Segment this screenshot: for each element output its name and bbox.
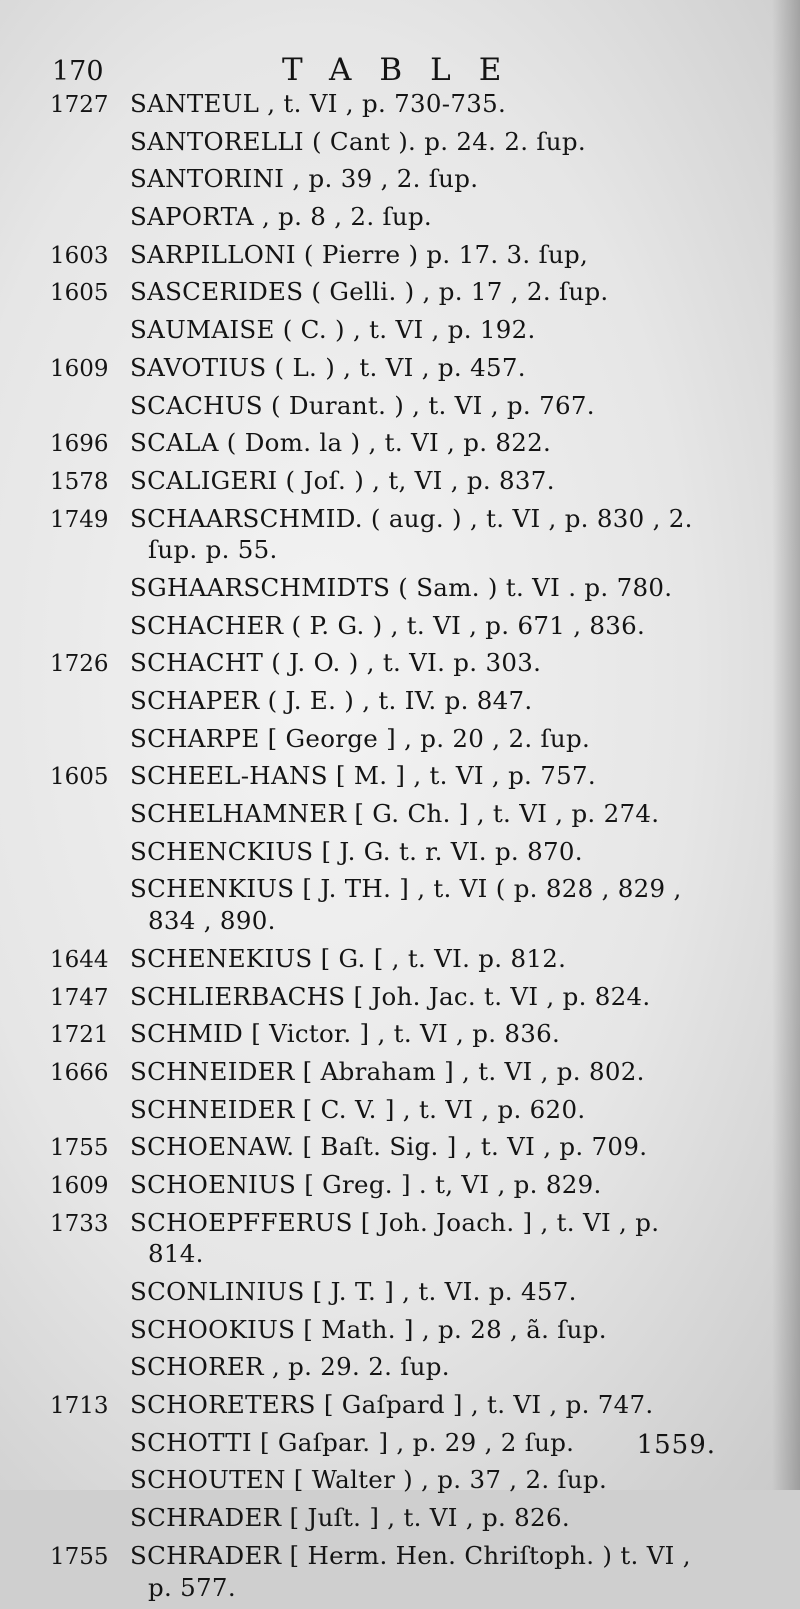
- entry-year: 1609: [50, 355, 109, 382]
- entry-text: SCHORER , p. 29. 2. ſup.: [130, 1352, 450, 1382]
- entry-text: SANTEUL , t. VI , p. 730-735.: [130, 89, 507, 118]
- entry-text: SCALA ( Dom. la ) , t. VI , p. 822.: [130, 428, 552, 458]
- entry-text: SCHNEIDER [ C. V. ] , t. VI , p. 620.: [130, 1094, 586, 1124]
- entry-text: SCHELHAMNER [ G. Ch. ] , t. VI , p. 274.: [130, 799, 660, 829]
- index-entry-line: [48, 276, 748, 308]
- index-entry: [48, 798, 748, 830]
- entry-year: 1755: [50, 1135, 109, 1162]
- index-entry-line: [48, 647, 748, 679]
- index-entry-line: [48, 1018, 748, 1050]
- index-entry-line: [48, 1502, 748, 1534]
- entry-continuation-line: [48, 534, 748, 566]
- index-entry-line: [48, 239, 748, 271]
- entry-year: 1747: [50, 984, 109, 1011]
- index-entry-line: [48, 314, 748, 346]
- entry-text: SCHENCKIUS [ J. G. t. r. VI. p. 870.: [130, 836, 583, 866]
- entry-text: SCHLIERBACHS [ Joh. Jac. t. VI , p. 824.: [130, 981, 651, 1011]
- entry-year: 1755: [50, 1543, 109, 1570]
- index-entry-line: [48, 503, 748, 535]
- index-entry-line: [48, 723, 748, 755]
- entry-year: 1605: [50, 764, 109, 791]
- entry-continuation-text: 814.: [148, 1239, 204, 1269]
- entry-year: 1727: [50, 92, 109, 118]
- index-entry-line: [48, 126, 748, 158]
- index-entry: [48, 390, 748, 422]
- index-entry-line: [48, 352, 748, 384]
- index-entry-line: [48, 1276, 748, 1308]
- index-entry: [48, 1351, 748, 1383]
- running-title: TABLE: [282, 52, 530, 88]
- entry-year: 1749: [50, 506, 109, 533]
- entry-text: SCHNEIDER [ Abraham ] , t. VI , p. 802.: [130, 1056, 645, 1086]
- entry-text: SCHARPE [ George ] , p. 20 , 2. ſup.: [130, 723, 591, 753]
- entry-text: SAUMAISE ( C. ) , t. VI , p. 192.: [130, 315, 536, 345]
- index-entry-line: [48, 1351, 748, 1383]
- entry-text: SANTORINI , p. 39 , 2. ſup.: [130, 164, 479, 194]
- entry-continuation-text: ſup. p. 55.: [148, 535, 278, 565]
- entry-year: 1603: [50, 242, 109, 269]
- index-entry: [48, 610, 748, 642]
- index-entry-line: [48, 390, 748, 422]
- entry-text: SCHOTTI [ Gaſpar. ] , p. 29 , 2 ſup.: [130, 1427, 575, 1457]
- index-entry-line: [48, 798, 748, 830]
- index-entry-line: [48, 836, 748, 868]
- index-entry: [48, 873, 748, 936]
- index-entry-line: [48, 1056, 748, 1088]
- index-entry: [48, 723, 748, 755]
- index-entry: [48, 943, 748, 975]
- entry-text: SCHAARSCHMID. ( aug. ) , t. VI , p. 830 , 2.: [130, 503, 693, 533]
- index-entry: [48, 836, 748, 868]
- index-entry-line: [48, 427, 748, 459]
- index-entry: [48, 88, 748, 120]
- index-entry-line: [48, 1169, 748, 1201]
- entry-year: 1696: [50, 431, 109, 458]
- index-entry: [48, 1540, 748, 1603]
- index-entry-line: [48, 572, 748, 604]
- entry-year: 1605: [50, 280, 109, 307]
- index-entry-line: [48, 981, 748, 1013]
- index-entry-line: [48, 1207, 748, 1239]
- index-entry-line: [48, 1314, 748, 1346]
- index-entry-line: [48, 685, 748, 717]
- index-entry: [48, 1056, 748, 1088]
- entry-text: SGHAARSCHMIDTS ( Sam. ) t. VI . p. 780.: [130, 572, 673, 602]
- page-header: [52, 52, 740, 92]
- index-entries: [48, 88, 748, 1609]
- index-entry: [48, 1314, 748, 1346]
- index-entry: [48, 126, 748, 158]
- index-entry: [48, 239, 748, 271]
- index-entry: [48, 981, 748, 1013]
- index-entry-line: [48, 610, 748, 642]
- entry-text: SANTORELLI ( Cant ). p. 24. 2. ſup.: [130, 126, 586, 156]
- index-entry: [48, 1094, 748, 1126]
- index-entry: [48, 1502, 748, 1534]
- entry-text: SCONLINIUS [ J. T. ] , t. VI. p. 457.: [130, 1277, 577, 1306]
- entry-text: SAVOTIUS ( L. ) , t. VI , p. 457.: [130, 352, 526, 382]
- index-entry: [48, 760, 748, 792]
- index-entry-line: [48, 1464, 748, 1496]
- index-entry: [48, 314, 748, 346]
- entry-text: SCHORETERS [ Gaſpard ] , t. VI , p. 747.: [130, 1390, 654, 1420]
- index-entry-line: [48, 1131, 748, 1163]
- entry-text: SCHOUTEN [ Walter ) , p. 37 , 2. ſup.: [130, 1465, 608, 1495]
- index-entry: [48, 427, 748, 459]
- index-entry: [48, 201, 748, 233]
- entry-text: SCHACHER ( P. G. ) , t. VI , p. 671 , 836.: [130, 610, 646, 640]
- index-entry-line: [48, 943, 748, 975]
- entry-text: SCACHUS ( Durant. ) , t. VI , p. 767.: [130, 390, 595, 420]
- index-entry: [48, 572, 748, 604]
- index-entry-line: [48, 201, 748, 233]
- index-entry: [48, 1169, 748, 1201]
- entry-year: 1733: [50, 1210, 109, 1237]
- entry-year: 1609: [50, 1172, 109, 1199]
- entry-text: SCHENKIUS [ J. TH. ] , t. VI ( p. 828 , 829 ,: [130, 874, 682, 904]
- entry-year: 1726: [50, 651, 109, 678]
- index-entry-line: [48, 873, 748, 905]
- entry-text: SAPORTA , p. 8 , 2. ſup.: [130, 202, 433, 232]
- index-entry: [48, 276, 748, 308]
- entry-year: 1644: [50, 946, 109, 973]
- entry-text: SCHRADER [ Juſt. ] , t. VI , p. 826.: [130, 1503, 570, 1533]
- index-entry: [48, 1389, 748, 1421]
- index-entry: [48, 1207, 748, 1270]
- entry-text: SARPILLONI ( Pierre ) p. 17. 3. ſup,: [130, 239, 589, 269]
- index-entry: [48, 1276, 748, 1308]
- entry-continuation-line: [48, 1238, 748, 1270]
- index-entry-line: [48, 1094, 748, 1126]
- entry-year: 1713: [50, 1393, 109, 1420]
- index-entry: [48, 1464, 748, 1496]
- entry-text: SCHACHT ( J. O. ) , t. VI. p. 303.: [130, 648, 542, 678]
- entry-year: 1721: [50, 1022, 109, 1049]
- index-entry-line: [48, 1389, 748, 1421]
- entry-text: SCALIGERI ( Joſ. ) , t, VI , p. 837.: [130, 465, 555, 495]
- index-entry-line: [48, 465, 748, 497]
- entry-continuation-line: [48, 1572, 748, 1604]
- index-entry: [48, 503, 748, 566]
- page-number: 170: [52, 56, 104, 87]
- entry-text: SCHOOKIUS [ Math. ] , p. 28 , ã. ſup.: [130, 1314, 607, 1344]
- index-entry-line: [48, 163, 748, 195]
- entry-text: SCHAPER ( J. E. ) , t. IV. p. 847.: [130, 686, 533, 715]
- entry-text: SASCERIDES ( Gelli. ) , p. 17 , 2. ſup.: [130, 277, 609, 307]
- index-entry: [48, 1018, 748, 1050]
- entry-text: SCHENEKIUS [ G. [ , t. VI. p. 812.: [130, 943, 567, 973]
- entry-text: SCHOENAW. [ Baſt. Sig. ] , t. VI , p. 709.: [130, 1132, 648, 1162]
- index-entry: [48, 647, 748, 679]
- entry-year: 1578: [50, 468, 109, 495]
- entry-text: SCHMID [ Victor. ] , t. VI , p. 836.: [130, 1019, 561, 1049]
- index-entry: [48, 1131, 748, 1163]
- entry-text: SCHOEPFFERUS [ Joh. Joach. ] , t. VI , p.: [130, 1207, 660, 1237]
- entry-text: SCHEEL-HANS [ M. ] , t. VI , p. 757.: [130, 761, 596, 791]
- index-entry: [48, 352, 748, 384]
- entry-year: 1666: [50, 1059, 109, 1086]
- catchword: 1559.: [636, 1430, 716, 1460]
- index-entry: [48, 685, 748, 717]
- index-entry-line: [48, 760, 748, 792]
- entry-text: SCHRADER [ Herm. Hen. Chriſtoph. ) t. VI ,: [130, 1540, 691, 1570]
- entry-continuation-text: p. 577.: [148, 1572, 236, 1602]
- index-entry: [48, 163, 748, 195]
- index-entry-line: [48, 88, 748, 120]
- entry-continuation-text: 834 , 890.: [148, 906, 276, 936]
- entry-continuation-line: [48, 905, 748, 937]
- index-entry-line: [48, 1540, 748, 1572]
- entry-text: SCHOENIUS [ Greg. ] . t, VI , p. 829.: [130, 1169, 602, 1199]
- index-entry: [48, 465, 748, 497]
